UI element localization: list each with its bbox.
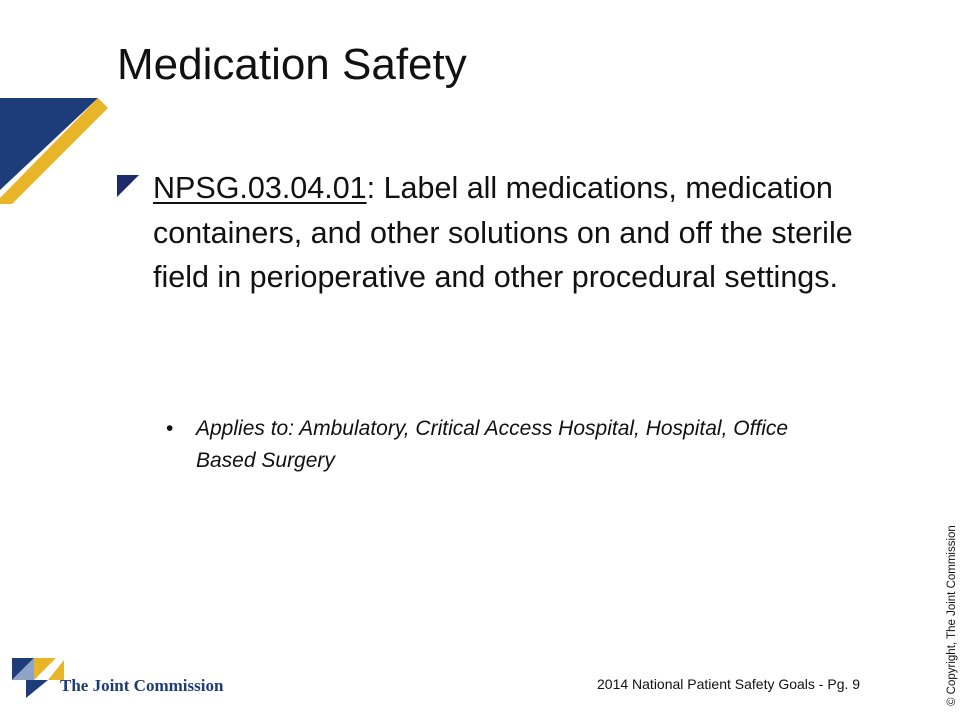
- corner-blue-triangle: [0, 98, 98, 190]
- main-bullet-text: [153, 166, 877, 300]
- footer-page-label: 2014 National Patient Safety Goals - Pg. 9: [597, 676, 861, 692]
- sub-bullet-text: Applies to: Ambulatory, Critical Access Hospital, Hospital, Office Based Surgery: [196, 417, 789, 472]
- copyright-notice: © Copyright, The Joint Commission: [946, 525, 958, 706]
- sub-bullet-dot: •: [166, 417, 174, 440]
- main-bullet-body: : Label all medications, medication containers, and other solutions on and off the sterile field in perioperative and other procedural settings.: [153, 171, 853, 294]
- sub-bullet: [166, 413, 806, 477]
- main-bullet: [117, 166, 877, 300]
- triangle-bullet-icon: [117, 175, 139, 197]
- slide-title: Medication Safety: [117, 40, 467, 89]
- npsg-code: NPSG.03.04.01: [153, 171, 367, 205]
- logo-text: The Joint Commission: [60, 676, 224, 695]
- corner-decoration: [0, 0, 110, 210]
